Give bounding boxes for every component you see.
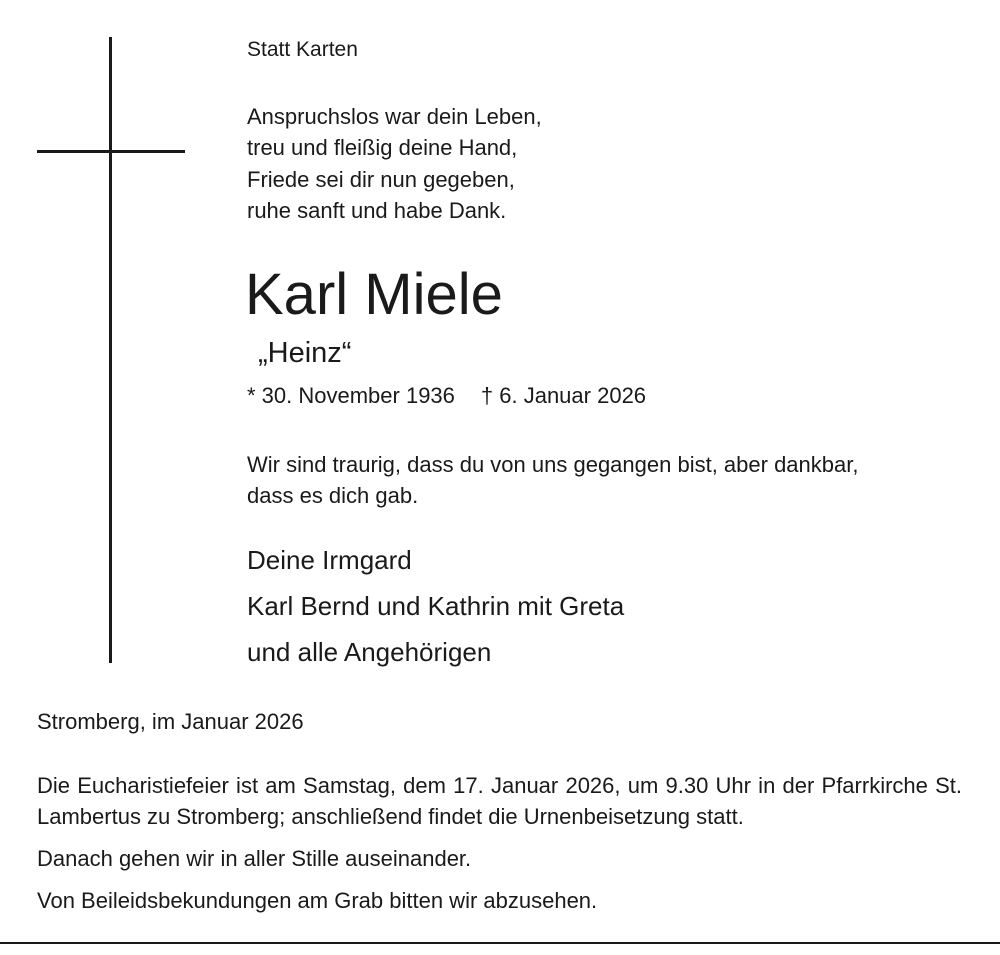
mourner-entry: Deine Irmgard	[247, 545, 412, 575]
deceased-nickname: „Heinz“	[258, 337, 352, 369]
birth-date: * 30. November 1936	[247, 383, 455, 408]
place-and-date: Stromberg, im Januar 2026	[37, 709, 304, 734]
mourner-entry: und alle Angehörigen	[247, 637, 492, 667]
closing-line: Von Beileidsbekundungen am Grab bitten wir abzusehen.	[37, 888, 598, 913]
closing-line: Danach gehen wir in aller Stille auseinander.	[37, 846, 472, 871]
cross-icon-horizontal-bar	[37, 150, 185, 153]
poem-line: Anspruchslos war dein Leben,	[247, 104, 542, 129]
cross-icon-vertical-bar	[109, 37, 112, 663]
header-statt-karten: Statt Karten	[247, 38, 358, 61]
message-line: Wir sind traurig, dass du von uns gegangen bist, aber dankbar,	[247, 452, 859, 477]
message-line: dass es dich gab.	[247, 483, 419, 508]
life-dates	[247, 380, 646, 411]
service-info: Die Eucharistiefeier ist am Samstag, dem 17. Januar 2026, um 9.30 Uhr in der Pfarrkirche St. Lambertus zu Stromberg; anschließend findet die Urnenbeisetzung statt.	[37, 773, 962, 829]
deceased-name: Karl Miele	[245, 262, 503, 327]
death-date: † 6. Januar 2026	[480, 383, 647, 408]
poem-line: treu und fleißig deine Hand,	[247, 135, 518, 160]
mourner-entry: Karl Bernd und Kathrin mit Greta	[247, 591, 625, 621]
poem-line: ruhe sanft und habe Dank.	[247, 198, 507, 223]
poem-line: Friede sei dir nun gegeben,	[247, 167, 515, 192]
